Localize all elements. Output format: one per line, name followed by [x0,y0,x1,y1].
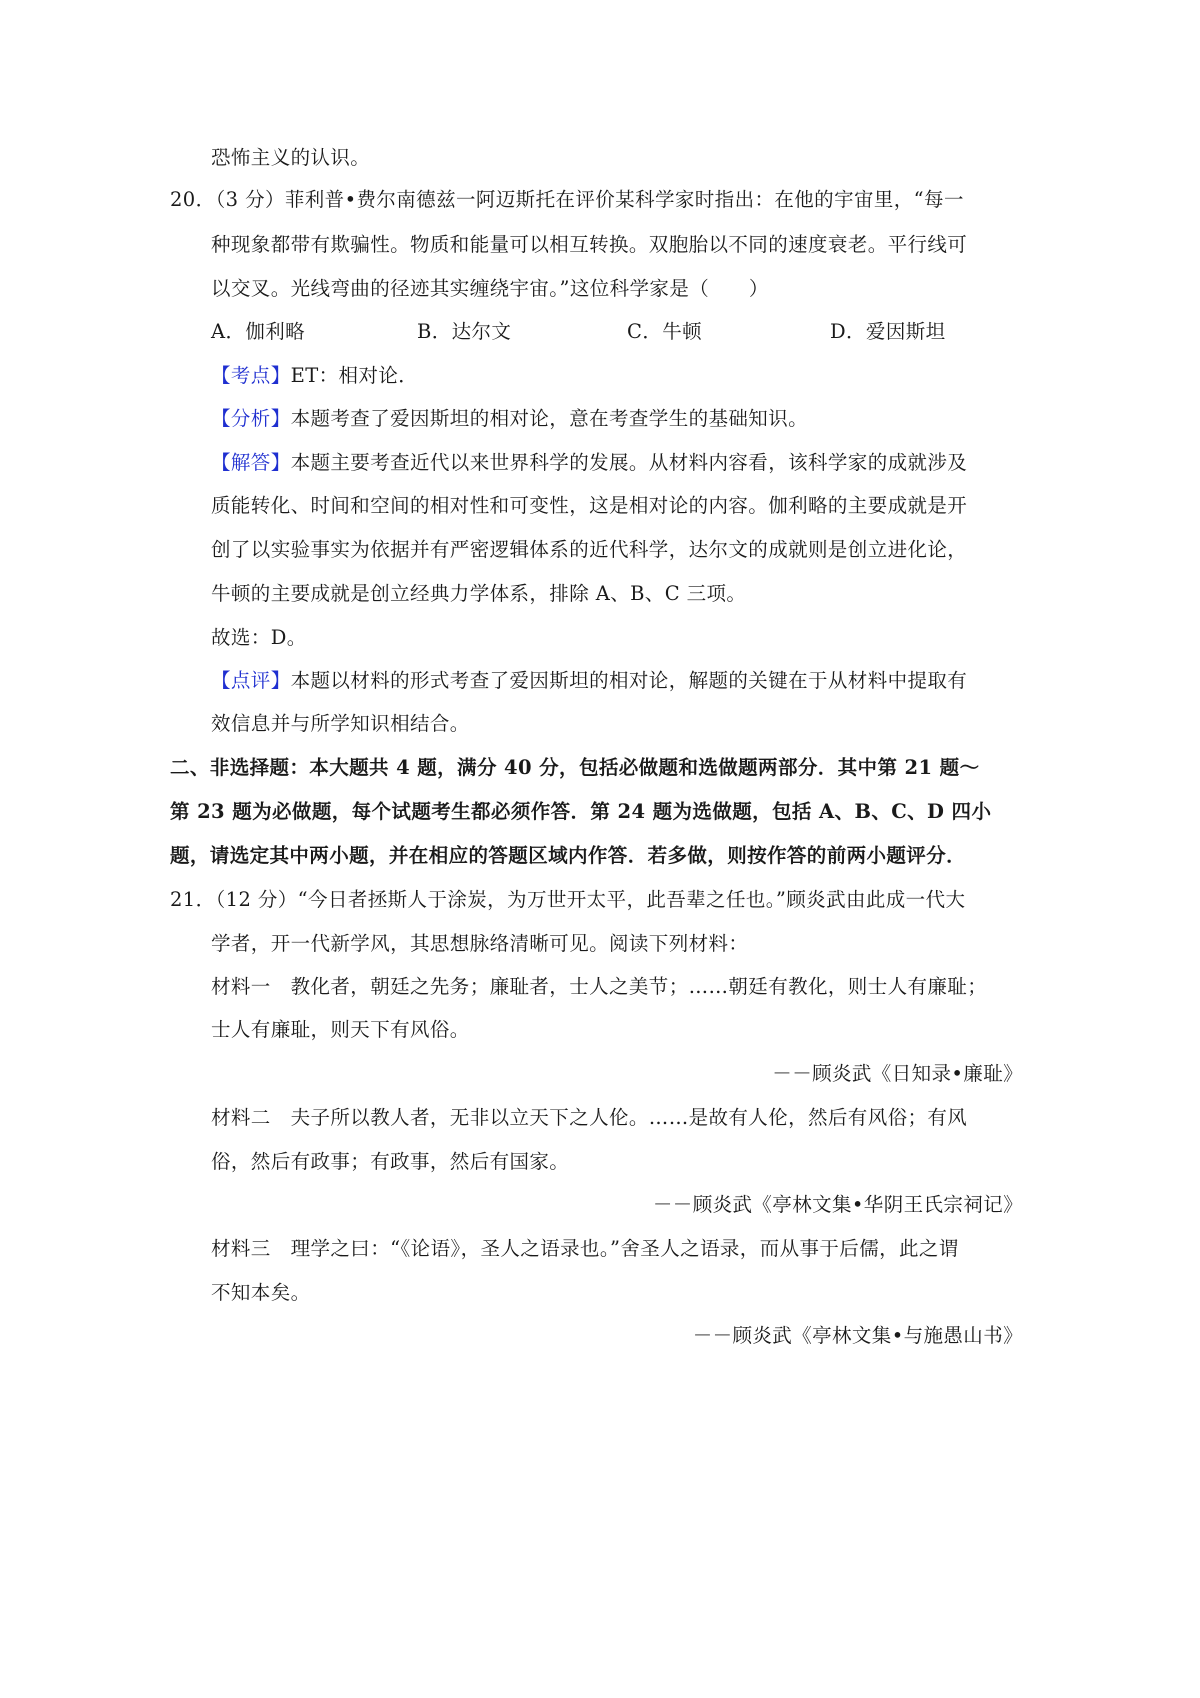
option-d: D．爱因斯坦 [830,320,946,343]
fenxi-tag: 【分析】 [211,407,291,430]
jieda-line-3: 创了以实验事实为依据并有严密逻辑体系的近代科学，达尔文的成就则是创立进化论， [211,538,968,561]
kaodian-text: ET：相对论． [290,364,419,387]
option-b: B．达尔文 [417,320,512,343]
q21-stem-line-2: 学者，开一代新学风，其思想脉络清晰可见。阅读下列材料： [211,932,749,955]
continuation-text: 恐怖主义的认识。 [211,146,371,169]
material3-source: －－顾炎武《亭林文集•与施愚山书》 [692,1324,1023,1347]
material2-source: －－顾炎武《亭林文集•华阴王氏宗祠记》 [652,1193,1023,1216]
dianping-tag: 【点评】 [211,669,291,692]
q20-answer: 故选：D。 [211,626,307,649]
jieda-line-4: 牛顿的主要成就是创立经典力学体系，排除 A、B、C 三项。 [211,582,747,605]
section2-heading-line-2: 第 23 题为必做题，每个试题考生都必须作答．第 24 题为选做题，包括 A、B、C、D 四小 [170,800,992,823]
q20-kaodian [211,364,418,388]
q20-jieda [211,451,967,475]
dianping-line-2: 效信息并与所学知识相结合。 [211,712,470,735]
material2-line-2: 俗，然后有政事；有政事，然后有国家。 [211,1150,570,1173]
option-a: A．伽利略 [211,320,306,343]
jieda-line-2: 质能转化、时间和空间的相对性和可变性，这是相对论的内容。伽利略的主要成就是开 [211,494,968,517]
dianping-text-first: 本题以材料的形式考查了爱因斯坦的相对论，解题的关键在于从材料中提取有 [290,669,968,692]
material1-line-2: 士人有廉耻，则天下有风俗。 [211,1018,470,1041]
fenxi-text: 本题考查了爱因斯坦的相对论，意在考查学生的基础知识。 [290,407,809,430]
q20-stem-line-2: 种现象都带有欺骗性。物质和能量可以相互转换。双胞胎以不同的速度衰老。平行线可 [211,233,968,256]
section2-heading-line-3: 题，请选定其中两小题，并在相应的答题区域内作答．若多做，则按作答的前两小题评分． [170,844,967,867]
jieda-text-first: 本题主要考查近代以来世界科学的发展。从材料内容看，该科学家的成就涉及 [290,451,968,474]
jieda-tag: 【解答】 [211,451,291,474]
option-c: C．牛顿 [627,320,703,343]
q20-fenxi [211,407,808,431]
section2-heading-line-1: 二、非选择题：本大题共 4 题，满分 40 分，包括必做题和选做题两部分．其中第 21 题～ [170,756,980,779]
q21-stem-line-1: 21．（12 分）“今日者拯斯人于涂炭，为万世开太平，此吾辈之任也。”顾炎武由此成一代大 [170,888,966,911]
q20-dianping [211,669,967,693]
kaodian-tag: 【考点】 [211,364,291,387]
material1-source: －－顾炎武《日知录•廉耻》 [772,1062,1023,1085]
material2-line-1: 材料二 夫子所以教人者，无非以立天下之人伦。……是故有人伦，然后有风俗；有风 [211,1106,968,1129]
q20-stem-line-3: 以交叉。光线弯曲的径迹其实缠绕宇宙。”这位科学家是（ ） [211,277,769,300]
q20-stem-line-1: 20．（3 分）菲利普•费尔南德兹一阿迈斯托在评价某科学家时指出：在他的宇宙里，“每一 [170,188,964,211]
material3-line-2: 不知本矣。 [211,1281,311,1304]
material1-line-1: 材料一 教化者，朝廷之先务；廉耻者，士人之美节；……朝廷有教化，则士人有廉耻； [211,975,988,998]
material3-line-1: 材料三 理学之曰：“《论语》，圣人之语录也。”舍圣人之语录，而从事于后儒，此之谓 [211,1237,959,1260]
